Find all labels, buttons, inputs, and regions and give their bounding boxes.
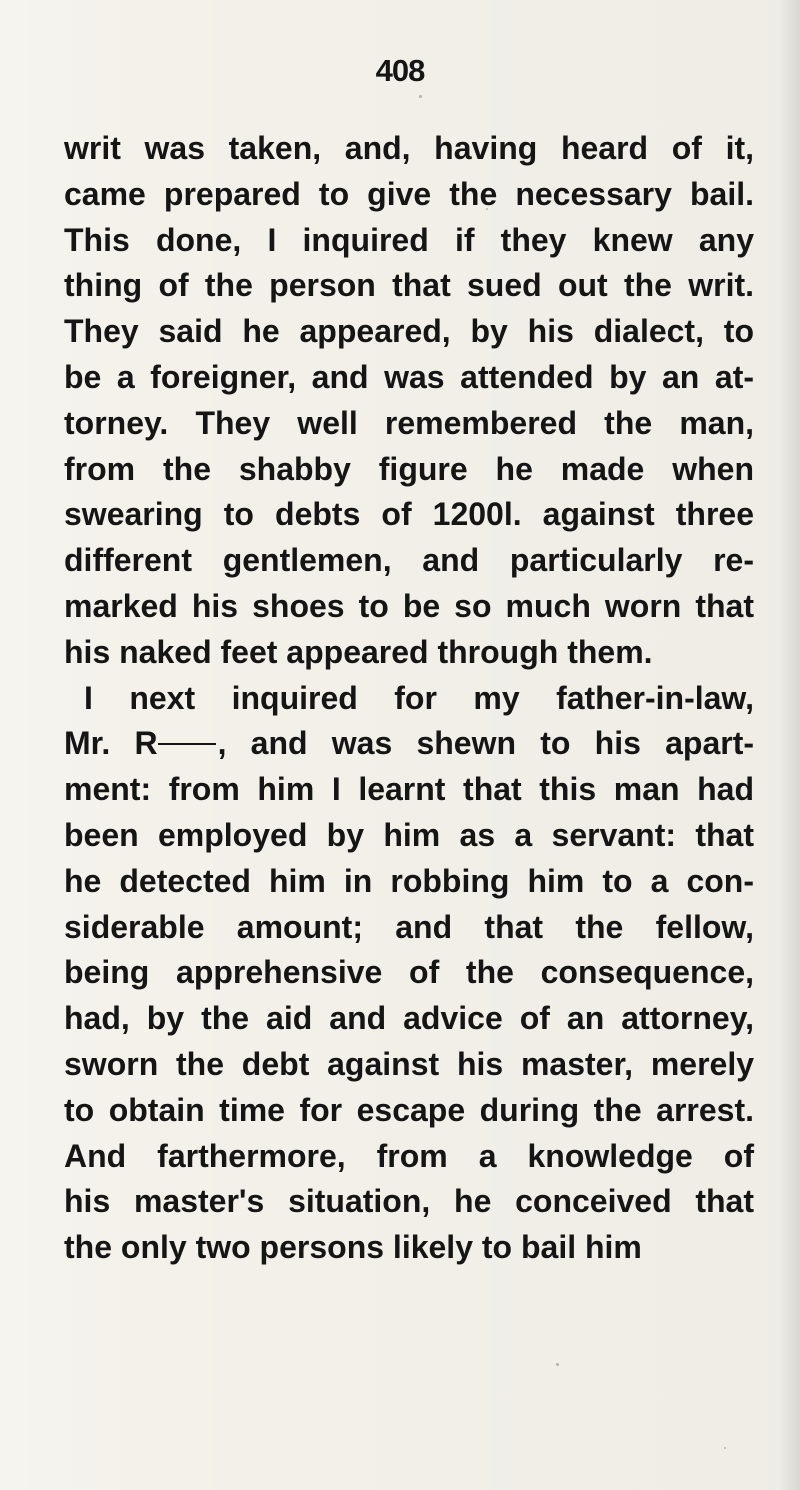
- text-line: be a foreigner, and was attended by an at-: [64, 358, 754, 395]
- text-line: the only two persons likely to bail him: [64, 1229, 642, 1266]
- paper-speck: [556, 1363, 559, 1366]
- text-line: his master's situation, he conceived that: [64, 1183, 754, 1220]
- text-line: being apprehensive of the consequence,: [64, 954, 754, 991]
- text-line: from the shabby figure he made when: [64, 450, 754, 487]
- text-line: his naked feet appeared through them.: [64, 633, 653, 670]
- text-line: different gentlemen, and particularly re-: [64, 542, 754, 579]
- body-text: [64, 126, 754, 1271]
- text-line: And farthermore, from a knowledge of: [64, 1137, 754, 1174]
- text-line: They said he appeared, by his dialect, to: [64, 313, 754, 350]
- page-number: 408: [375, 53, 425, 88]
- text-line: been employed by him as a servant: that: [64, 816, 754, 853]
- text-line: marked his shoes to be so much worn that: [64, 587, 754, 624]
- text-line: ment: from him I learnt that this man had: [64, 771, 754, 808]
- text-line: to obtain time for escape during the arrest.: [64, 1091, 754, 1128]
- text-line: thing of the person that sued out the writ.: [64, 267, 754, 304]
- text-line: he detected him in robbing him to a con-: [64, 862, 754, 899]
- text-fragment-before-dash: Mr. R: [64, 725, 158, 762]
- paper-speck: [419, 95, 422, 98]
- paper-speck: [724, 1447, 726, 1449]
- text-line: siderable amount; and that the fellow,: [64, 908, 754, 945]
- em-dash-rule: [158, 743, 216, 745]
- text-fragment-after-dash: , and was shewn to his apart-: [217, 725, 755, 762]
- text-line: I next inquired for my father-in-law,: [84, 679, 754, 716]
- text-line: sworn the debt against his master, merely: [64, 1045, 754, 1082]
- text-line: came prepared to give the necessary bail.: [64, 175, 754, 212]
- text-line: writ was taken, and, having heard of it,: [64, 130, 754, 166]
- text-line: swearing to debts of 1200l. against three: [64, 496, 754, 533]
- page-edge-shadow: [778, 0, 800, 1490]
- paper-speck: [486, 208, 488, 210]
- text-line-with-dash: [64, 721, 754, 767]
- text-line: torney. They well remembered the man,: [64, 404, 754, 441]
- text-line: This done, I inquired if they knew any: [64, 221, 754, 258]
- text-line: had, by the aid and advice of an attorney,: [64, 1000, 754, 1037]
